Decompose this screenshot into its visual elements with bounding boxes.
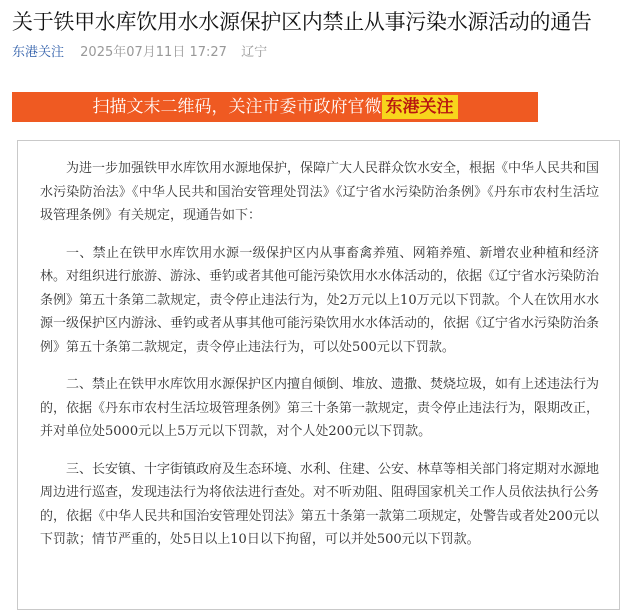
- notice-paragraph-3: 三、长安镇、十字街镇政府及生态环境、水利、住建、公安、林草等相关部门将定期对水源地周边进行巡查，发现违法行为将依法进行查处。对不听劝阻、阻碍国家机关工作人员依法执行公务的，依据《中华人民共和国治安管理处罚法》第五十条第一款第二项规定，处警告或者处200元以下罚款；情节严重的，处5日以上10日以下拘留，可以并处500元以下罚款。: [40, 461, 600, 547]
- notice-body: [17, 140, 620, 610]
- article-title: 关于铁甲水库饮用水水源保护区内禁止从事污染水源活动的通告: [12, 10, 592, 34]
- subscribe-banner: [12, 92, 538, 122]
- article-region: 辽宁: [241, 45, 268, 60]
- notice-paragraph-intro: 为进一步加强铁甲水库饮用水源地保护，保障广大人民群众饮水安全，根据《中华人民共和国水污染防治法》《中华人民共和国治安管理处罚法》《辽宁省水污染防治条例》《丹东市农村生活垃圾管理条例》有关规定，现通告如下：: [40, 161, 600, 223]
- article-meta: [12, 44, 277, 62]
- article-source-link[interactable]: 东港关注: [12, 45, 65, 60]
- article-datetime: 2025年07月11日 17:27: [80, 45, 227, 60]
- banner-highlight: 东港关注: [382, 95, 458, 119]
- banner-text: 扫描文末二维码，关注市委市政府官微: [92, 97, 382, 117]
- notice-paragraph-2: 二、禁止在铁甲水库饮用水源保护区内擅自倾倒、堆放、遗撒、焚烧垃圾，如有上述违法行为的，依据《丹东市农村生活垃圾管理条例》第三十条第一款规定，责令停止违法行为，限期改正，并对单位处5000元以上5万元以下罚款，对个人处200元以下罚款。: [40, 377, 600, 439]
- notice-paragraph-1: 一、禁止在铁甲水库饮用水源一级保护区内从事畜禽养殖、网箱养殖、新增农业种植和经济林。对组织进行旅游、游泳、垂钓或者其他可能污染饮用水水体活动的，依据《辽宁省水污染防治条例》第五十条第二款规定，责令停止违法行为，处2万元以上10万元以下罚款。个人在饮用水水源一级保护区内游泳、垂钓或者从事其他可能污染饮用水水体活动的，依据《辽宁省水污染防治条例》第五十条第二款规定，责令停止违法行为，可以处500元以下罚款。: [40, 245, 600, 355]
